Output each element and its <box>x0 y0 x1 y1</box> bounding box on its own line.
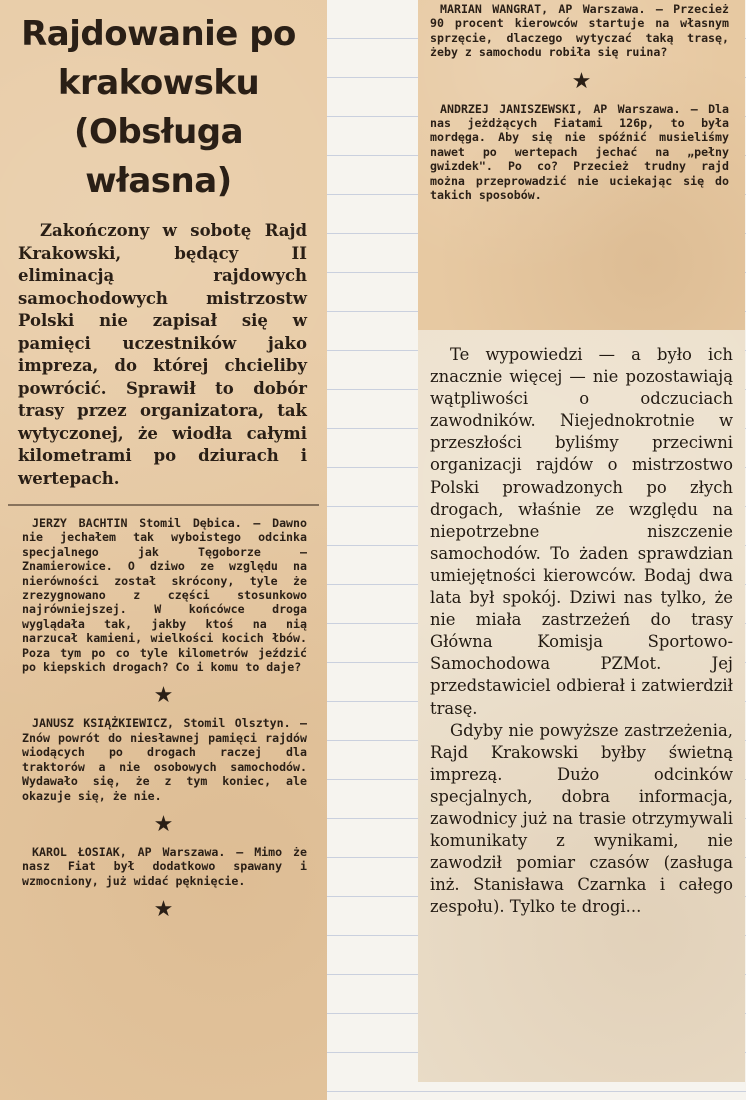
commentary-paragraph: Gdyby nie powyższe zastrzeżenia, Rajd Krakowski byłby świetną imprezą. Dużo odcinków specjalnych, dobra informacja, zawodnicy już na trasie otrzymywali komunikaty z wynikami, nie zawodził pomiar czasów (zasługa inż. Stanisława Czarnka i całego zespołu). Tylko te drogi... <box>430 720 733 917</box>
star-separator: ★ <box>153 683 174 709</box>
statement-name: KAROL ŁOSIAK, <box>32 844 127 859</box>
article-headline: Rajdowanie po krakowsku (Obsługa własna) <box>21 14 296 201</box>
statement-ksiazkiewicz <box>0 716 327 802</box>
star-separator: ★ <box>153 897 174 923</box>
commentary-paragraph: Te wypowiedzi — a było ich znacznie więcej — nie pozostawiają wątpliwości o odczuciach zawodników. Niejednokrotnie w przeszłości byliśmy przeciwni organizacji rajdów o mistrzostwo Polski prowadzonych po złych drogach, właśnie ze względu na niepotrzebne niszczenie samochodów. To żaden sprawdzian umiejętności kierowców. Bodaj dwa lata był spokój. Dziwi nas tylko, że nie miała zastrzeżeń do trasy Główna Komisja Sportowo-Samochodowa PZMot. Jej przedstawiciel odbierał i zatwierdził trasę. <box>430 345 733 718</box>
statement-name: JERZY BACHTIN <box>32 516 128 530</box>
clipping-left-column <box>0 0 327 1100</box>
statement-wangrat <box>418 0 745 60</box>
statement-name: JANUSZ KSIĄŻKIEWICZ, <box>32 716 175 731</box>
lead-divider <box>8 504 319 506</box>
lead-paragraph: Zakończony w sobotę Rajd Krakowski, będący II eliminacją rajdowych samochodowych mistrzostw Polski nie zapisał się w pamięci uczestników jako impreza, do której chcieliby powrócić. Sprawił to dobór trasy przez organizatora, tak wytyczonej, że wiodła całymi kilometrami po dziurach i wertepach. <box>18 221 307 488</box>
star-separator: ★ <box>571 68 592 94</box>
statement-janiszewski <box>418 100 745 203</box>
statement-name: ANDRZEJ JANISZEWSKI, <box>440 101 583 116</box>
star-separator: ★ <box>153 811 174 837</box>
clipping-right-top <box>418 0 745 330</box>
article-lead <box>0 220 327 490</box>
statement-text: Stomil Dębica. — Dawno nie jechałem tak wyboistego odcinka specjalnego jak Tęgoborze — Znamierowice. O dziwo ze względu na nierówności został skrócony, tyle że zrezygnowano z części stosunkowo najrówniejszej. W końcówce droga wyglądała tak, jakby ktoś na nią narzucał kamieni, wielkości kocich łbów. Poza tym po co tyle kilometrów jeździć po kiepskich drogach? Co i komu to daje? <box>22 516 308 675</box>
statement-text: Stomil Olsztyn. — Znów powrót do niesławnej pamięci rajdów wiodących po drogach raczej dla traktorów a nie osobowych samochodów. Wydawało się, że z tym koniec, ale okazuje się, że nie. <box>22 716 307 803</box>
statement-name: MARIAN WANGRAT, <box>440 2 549 16</box>
statement-losiak <box>0 845 327 888</box>
statement-text: AP Warszawa. — Dla nas jeżdżących Fiatami 126p, to była mordęga. Aby się nie spóźnić musieliśmy nawet po wertepach jechać na „pełny gwizdek". Po co? Przecież trudny rajd można przeprowadzić nie uciekając się do takich sposobów. <box>430 101 730 203</box>
statement-text: AP Warszawa. — Przecież 90 procent kierowców startuje na własnym sprzęcie, dlaczego wytyczać taką trasę, żeby z samochodu robiła się ruina? <box>430 2 730 60</box>
commentary-text <box>418 330 745 918</box>
clipping-right-commentary <box>418 330 745 1082</box>
statement-bachtin <box>0 516 327 674</box>
statement-text: AP Warszawa. — Mimo że nasz Fiat był dodatkowo spawany i wzmocniony, już widać pęknięcie. <box>22 844 308 888</box>
